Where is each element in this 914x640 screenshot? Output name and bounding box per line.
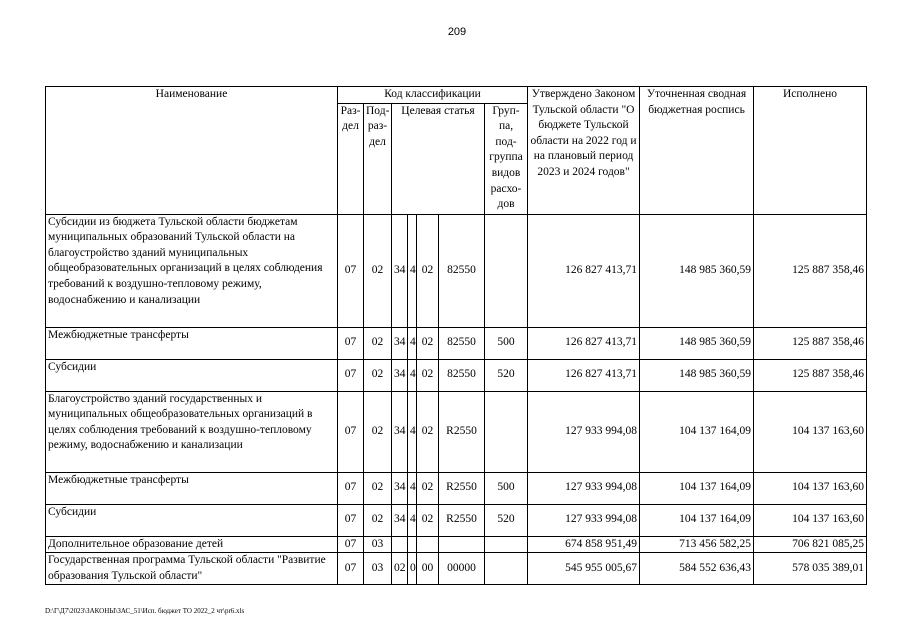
row-target-event: 02 — [417, 472, 439, 504]
row-razdel: 07 — [338, 391, 364, 472]
row-target-program: 34 — [392, 359, 408, 391]
row-refined: 148 985 360,59 — [640, 214, 754, 327]
row-target-program: 34 — [392, 472, 408, 504]
row-target-direction: 82550 — [439, 359, 485, 391]
row-name: Субсидии из бюджета Тульской области бюджетам муниципальных образований Тульской области на благоустройство зданий муниципальных общеобразовательных организаций в целях соблюдения требований к воздушно-тепловому режиму, водоснабжению и канализации — [46, 214, 338, 327]
row-target-event — [417, 536, 439, 553]
header-target: Целевая статья — [392, 103, 485, 214]
row-target-event: 00 — [417, 553, 439, 585]
row-expense-group — [485, 536, 528, 553]
table-row — [46, 327, 867, 359]
row-expense-group — [485, 214, 528, 327]
row-refined: 104 137 164,09 — [640, 504, 754, 536]
row-name: Государственная программа Тульской области "Развитие образования Тульской области" — [46, 553, 338, 585]
row-approved: 127 933 994,08 — [528, 391, 640, 472]
table-row — [46, 553, 867, 585]
row-executed: 125 887 358,46 — [754, 214, 867, 327]
budget-table — [45, 86, 867, 585]
row-approved: 126 827 413,71 — [528, 359, 640, 391]
row-target-direction — [439, 536, 485, 553]
row-target-type: 4 — [408, 214, 417, 327]
page-number: 209 — [447, 26, 467, 38]
table-row — [46, 214, 867, 327]
row-podrazdel: 02 — [364, 327, 392, 359]
row-name: Субсидии — [46, 504, 338, 536]
row-podrazdel: 03 — [364, 553, 392, 585]
table-row — [46, 472, 867, 504]
row-executed: 706 821 085,25 — [754, 536, 867, 553]
row-target-event: 02 — [417, 359, 439, 391]
row-executed: 125 887 358,46 — [754, 359, 867, 391]
row-target-event: 02 — [417, 391, 439, 472]
row-expense-group: 500 — [485, 472, 528, 504]
header-group: Груп-па, под-группа видов расхо-дов — [485, 103, 528, 214]
row-target-event: 02 — [417, 504, 439, 536]
row-refined: 104 137 164,09 — [640, 391, 754, 472]
row-target-direction: R2550 — [439, 391, 485, 472]
row-razdel: 07 — [338, 359, 364, 391]
row-target-direction: 82550 — [439, 327, 485, 359]
file-path-footer: D:\Г\Д7\2023\ЗАКОНЫ\ЗАС_51\Исп. бюджет ТО 2022_2 чт\pr6.xls — [45, 607, 245, 615]
row-podrazdel: 02 — [364, 504, 392, 536]
row-target-direction: R2550 — [439, 504, 485, 536]
row-target-program: 34 — [392, 327, 408, 359]
row-approved: 126 827 413,71 — [528, 327, 640, 359]
row-expense-group: 520 — [485, 504, 528, 536]
row-refined: 584 552 636,43 — [640, 553, 754, 585]
row-razdel: 07 — [338, 214, 364, 327]
row-expense-group — [485, 391, 528, 472]
row-razdel: 07 — [338, 504, 364, 536]
row-target-direction: 82550 — [439, 214, 485, 327]
row-target-direction: R2550 — [439, 472, 485, 504]
row-target-type — [408, 536, 417, 553]
row-target-event: 02 — [417, 214, 439, 327]
row-target-program: 02 — [392, 553, 408, 585]
row-target-event: 02 — [417, 327, 439, 359]
row-refined: 104 137 164,09 — [640, 472, 754, 504]
row-target-type: 4 — [408, 391, 417, 472]
row-target-program: 34 — [392, 504, 408, 536]
row-name: Межбюджетные трансферты — [46, 472, 338, 504]
row-expense-group: 520 — [485, 359, 528, 391]
row-name: Дополнительное образование детей — [46, 536, 338, 553]
row-podrazdel: 02 — [364, 472, 392, 504]
row-podrazdel: 02 — [364, 391, 392, 472]
header-executed: Исполнено — [754, 87, 867, 215]
row-podrazdel: 03 — [364, 536, 392, 553]
header-podrazdel: Под-раз-дел — [364, 103, 392, 214]
header-name: Наименование — [46, 87, 338, 215]
row-approved: 127 933 994,08 — [528, 472, 640, 504]
row-executed: 578 035 389,01 — [754, 553, 867, 585]
row-target-program — [392, 536, 408, 553]
row-expense-group — [485, 553, 528, 585]
header-refined: Уточненная сводная бюджетная роспись — [640, 87, 754, 215]
row-name: Межбюджетные трансферты — [46, 327, 338, 359]
row-approved: 127 933 994,08 — [528, 504, 640, 536]
header-classification: Код классификации — [338, 87, 528, 104]
row-executed: 125 887 358,46 — [754, 327, 867, 359]
header-approved: Утверждено Законом Тульской области "О бюджете Тульской области на 2022 год и на плановый период 2023 и 2024 годов" — [528, 87, 640, 215]
row-target-type: 4 — [408, 359, 417, 391]
row-target-program: 34 — [392, 391, 408, 472]
row-target-type: 4 — [408, 472, 417, 504]
table-row — [46, 536, 867, 553]
row-podrazdel: 02 — [364, 359, 392, 391]
row-name: Субсидии — [46, 359, 338, 391]
row-razdel: 07 — [338, 553, 364, 585]
row-target-type: 0 — [408, 553, 417, 585]
row-podrazdel: 02 — [364, 214, 392, 327]
row-target-direction: 00000 — [439, 553, 485, 585]
row-executed: 104 137 163,60 — [754, 391, 867, 472]
row-name: Благоустройство зданий государственных и муниципальных общеобразовательных организаций в целях соблюдения требований к воздушно-тепловому режиму, водоснабжению и канализации — [46, 391, 338, 472]
row-approved: 545 955 005,67 — [528, 553, 640, 585]
row-executed: 104 137 163,60 — [754, 472, 867, 504]
table-row — [46, 359, 867, 391]
table-row — [46, 504, 867, 536]
row-approved: 126 827 413,71 — [528, 214, 640, 327]
table-row — [46, 391, 867, 472]
row-executed: 104 137 163,60 — [754, 504, 867, 536]
row-target-type: 4 — [408, 327, 417, 359]
row-approved: 674 858 951,49 — [528, 536, 640, 553]
row-razdel: 07 — [338, 327, 364, 359]
row-razdel: 07 — [338, 472, 364, 504]
row-refined: 713 456 582,25 — [640, 536, 754, 553]
row-razdel: 07 — [338, 536, 364, 553]
row-refined: 148 985 360,59 — [640, 359, 754, 391]
row-expense-group: 500 — [485, 327, 528, 359]
row-target-program: 34 — [392, 214, 408, 327]
row-refined: 148 985 360,59 — [640, 327, 754, 359]
row-target-type: 4 — [408, 504, 417, 536]
header-razdel: Раз-дел — [338, 103, 364, 214]
